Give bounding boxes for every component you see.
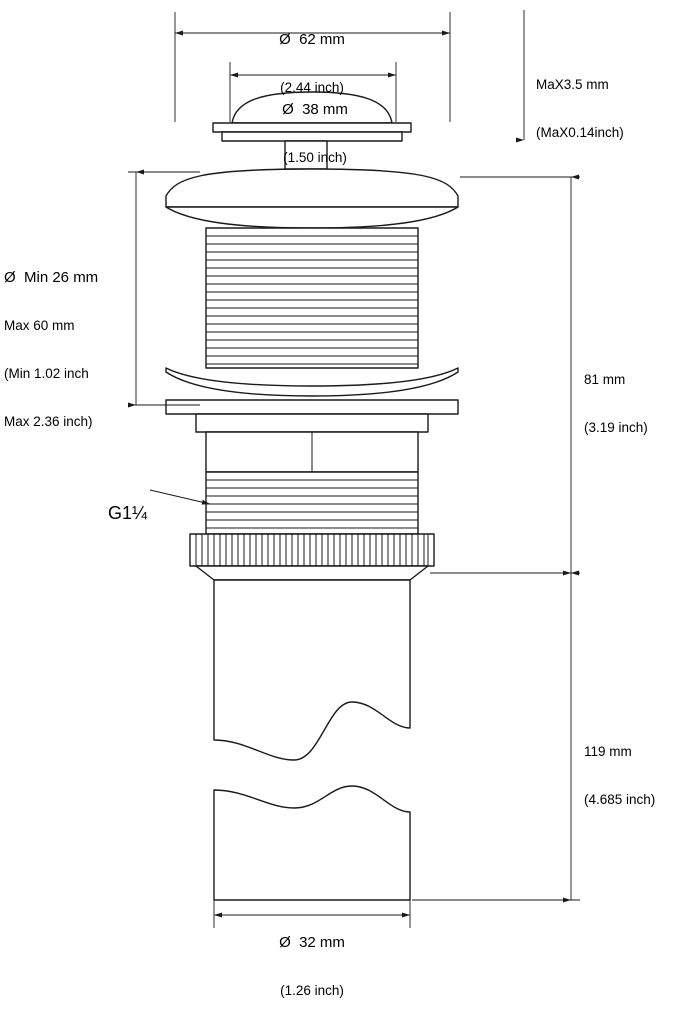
label-cap-diameter-line2: (1.50 inch) — [283, 150, 347, 165]
label-thread-spec-line1: G1¼ — [108, 503, 148, 523]
knurled-nut — [190, 534, 434, 566]
label-max-gap — [536, 45, 666, 173]
label-max-gap-line2: (MaX0.14inch) — [536, 125, 624, 140]
collar-plate — [196, 414, 428, 432]
label-thread-spec — [108, 473, 198, 553]
label-top-diameter-line1: Ø 62 mm — [279, 31, 345, 48]
label-basin-thickness-line2: Max 60 mm — [4, 318, 75, 333]
label-lower-height-line1: 119 mm — [584, 744, 632, 759]
label-basin-thickness-line3: (Min 1.02 inch — [4, 366, 89, 381]
label-bottom-diameter-line2: (1.26 inch) — [280, 983, 344, 998]
nut-shoulder — [196, 566, 428, 580]
cone-washer — [166, 368, 458, 396]
label-top-diameter-line2: (2.44 inch) — [280, 80, 344, 95]
label-bottom-diameter — [212, 903, 412, 1031]
label-upper-height — [584, 340, 674, 468]
label-bottom-diameter-line1: Ø 32 mm — [279, 934, 345, 951]
label-upper-height-line1: 81 mm — [584, 372, 626, 387]
label-cap-diameter — [215, 70, 415, 198]
flat-washer — [166, 400, 458, 414]
tailpiece-lower — [214, 786, 410, 900]
label-basin-thickness-line4: Max 2.36 inch) — [4, 414, 93, 429]
drain-body-geometry — [166, 92, 458, 900]
tailpiece-upper — [214, 580, 410, 760]
label-upper-height-line2: (3.19 inch) — [584, 420, 648, 435]
label-max-gap-line1: MaX3.5 mm — [536, 77, 609, 92]
label-lower-height-line2: (4.685 inch) — [584, 792, 656, 807]
label-basin-thickness-line1: Ø Min 26 mm — [4, 269, 99, 286]
upper-flange-underside — [166, 207, 458, 228]
lower-threaded-barrel — [206, 472, 418, 534]
label-lower-height — [584, 712, 674, 840]
label-basin-thickness — [4, 238, 134, 462]
label-cap-diameter-line1: Ø 38 mm — [282, 101, 348, 118]
upper-threaded-barrel — [206, 228, 418, 368]
